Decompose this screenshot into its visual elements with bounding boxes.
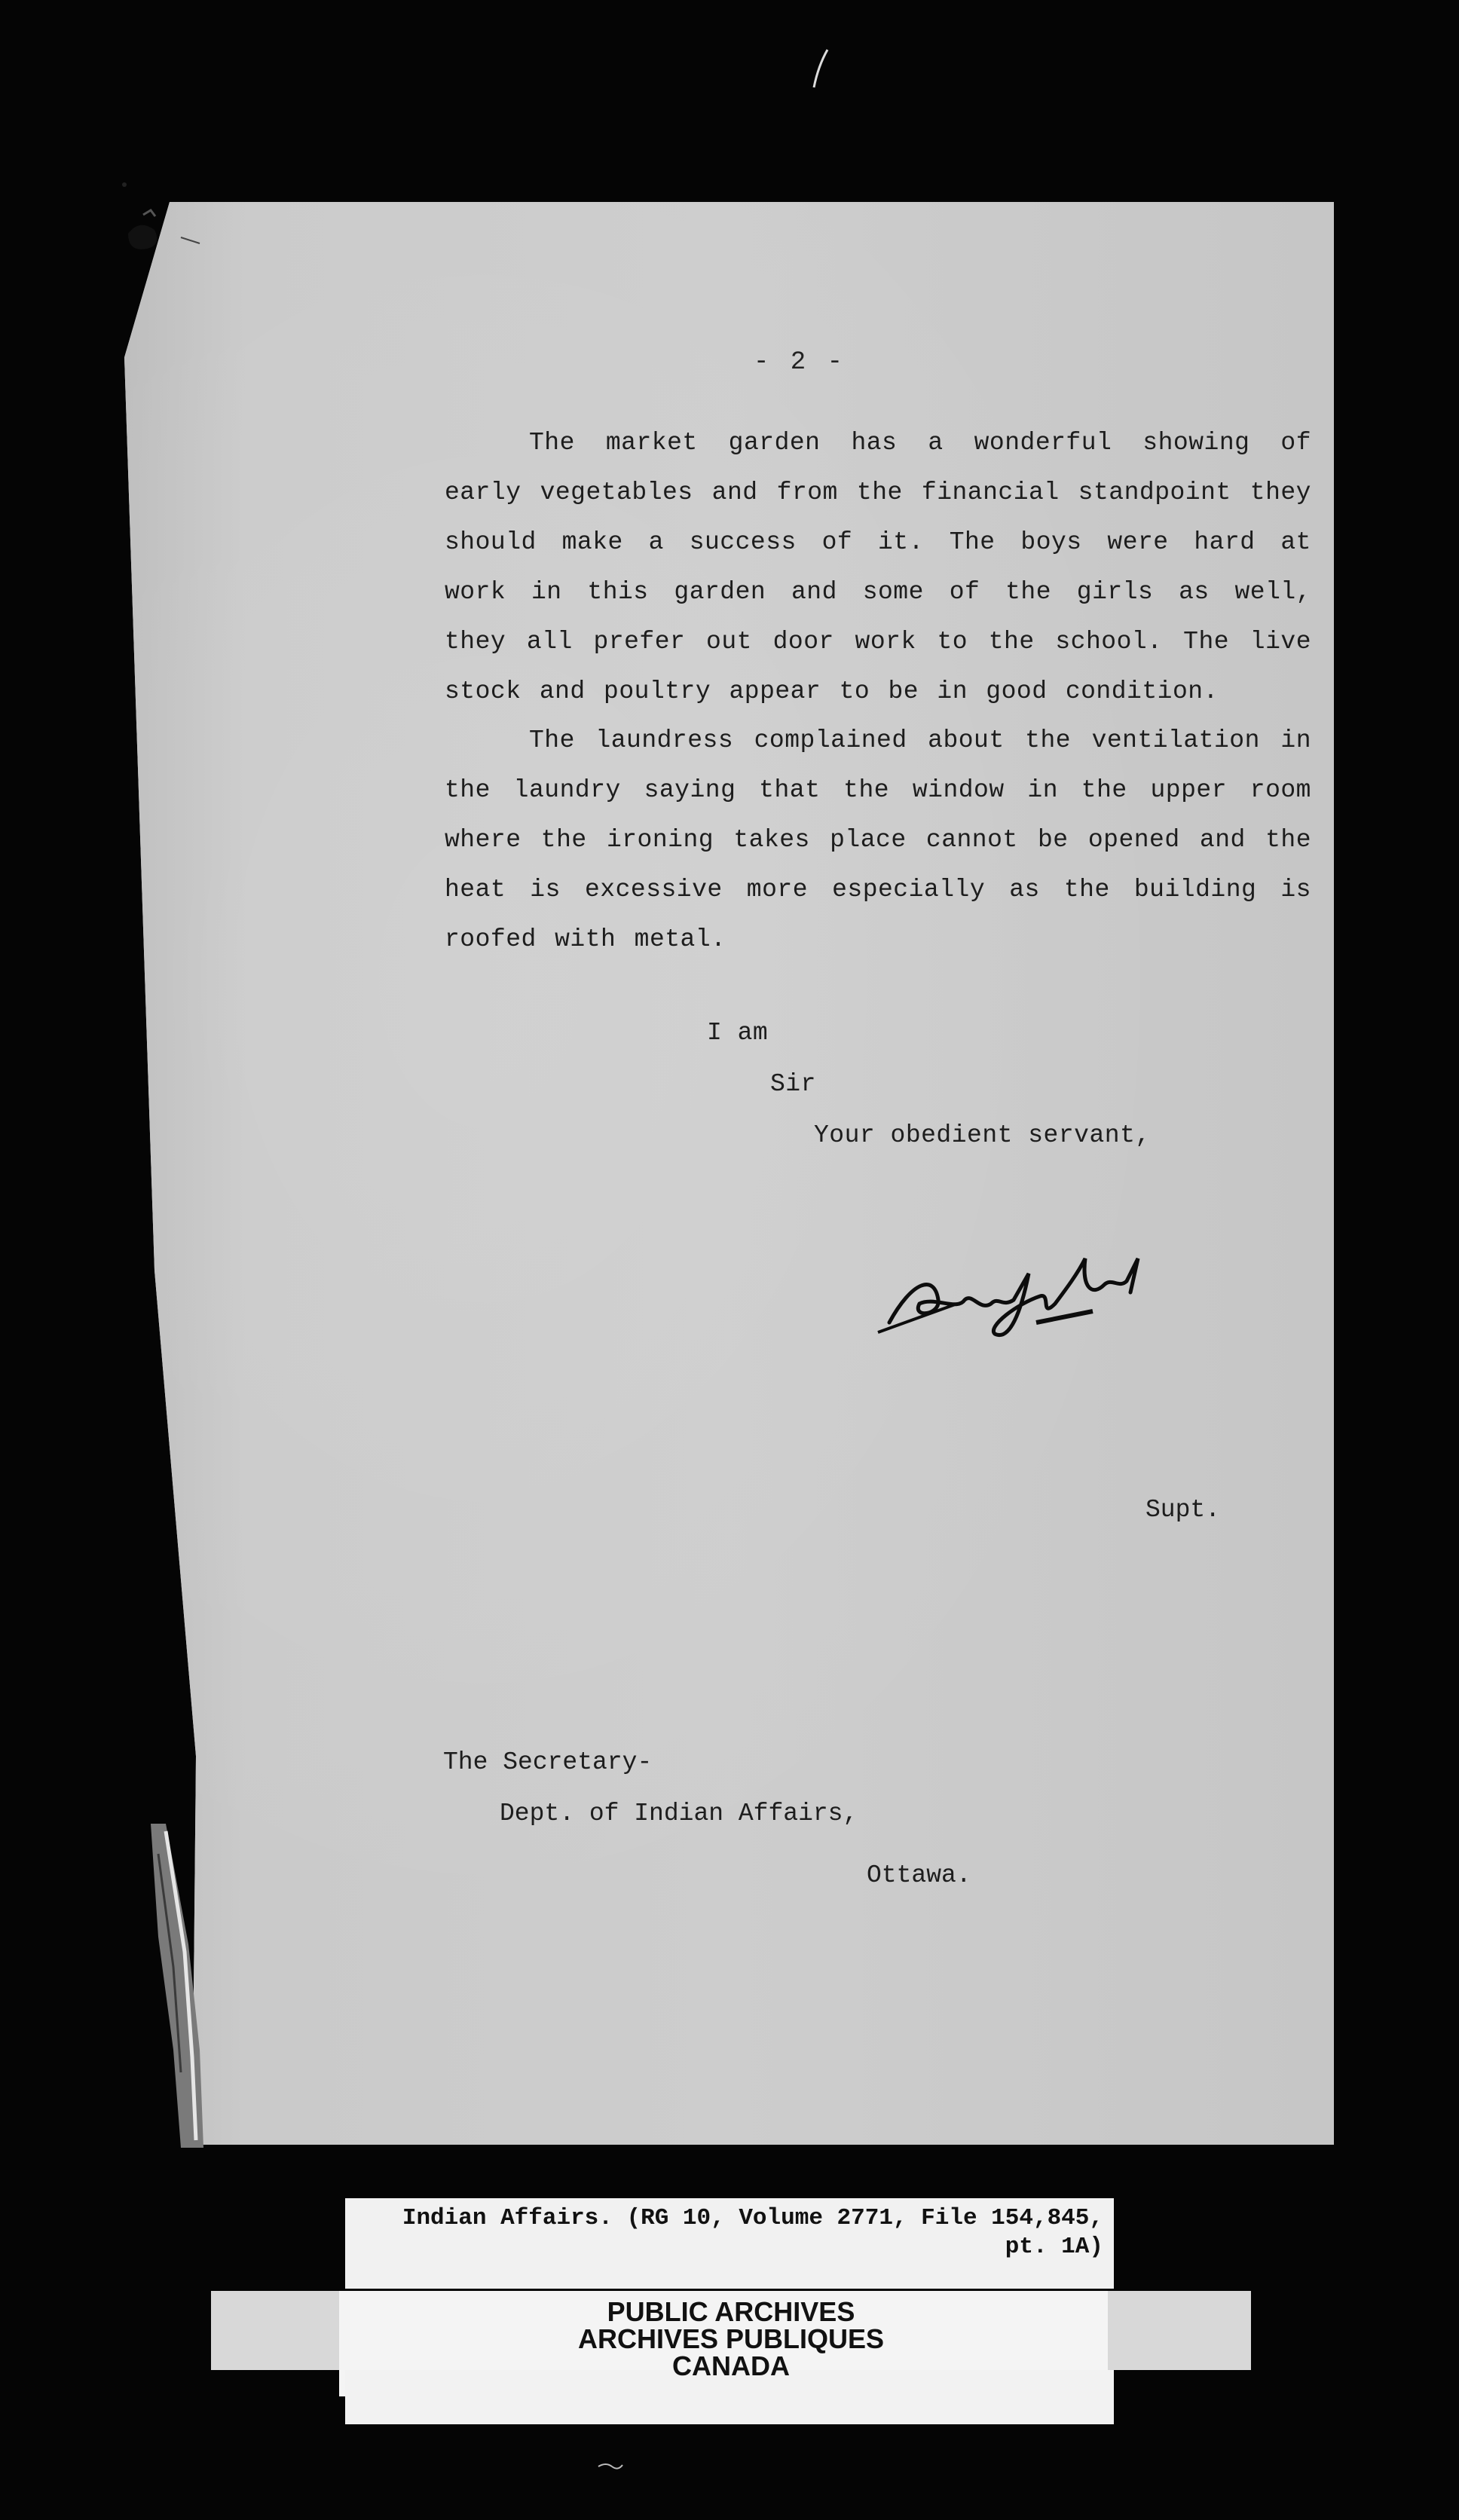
closing-i-am: I am [707, 1019, 769, 1047]
ink-smudge [109, 181, 222, 264]
torn-page-edge [143, 1824, 211, 2148]
stamp-line-french: ARCHIVES PUBLIQUES [577, 2323, 885, 2354]
corner-pen-mark [806, 47, 837, 92]
stamp-line-country: CANADA [672, 2350, 790, 2381]
address-city: Ottawa. [867, 1861, 971, 1889]
bottom-mark [595, 2460, 626, 2471]
address-department: Dept. of Indian Affairs, [500, 1800, 858, 1827]
archive-reference-label [345, 2198, 1114, 2289]
archive-stamp [347, 2298, 1115, 2380]
closing-servant: Your obedient servant, [814, 1121, 1151, 1149]
paragraph-laundry: The laundress complained about the ventilation in the laundry saying that the window in the upper room where the ironing takes place cannot be opened and the heat is excessive more especially as the building is roofed with metal. [445, 726, 1311, 953]
page-number: - 2 - [754, 348, 846, 377]
signatory-title: Supt. [1145, 1496, 1221, 1524]
stamp-line-english: PUBLIC ARCHIVES [607, 2296, 855, 2327]
paragraph-market-garden: The market garden has a wonderful showing of early vegetables and from the financial standpoint they should make a success of it. The boys were hard at work in this garden and some of the girls as well, they all prefer out door work to the school. The live stock and poultry appear to be in good condition. [445, 429, 1311, 705]
archive-reference-text: Indian Affairs. (RG 10, Volume 2771, File 154,845, pt. 1A) [402, 2205, 1103, 2260]
handwritten-signature [867, 1228, 1161, 1349]
closing-sir: Sir [770, 1070, 816, 1098]
address-recipient: The Secretary- [443, 1748, 653, 1776]
